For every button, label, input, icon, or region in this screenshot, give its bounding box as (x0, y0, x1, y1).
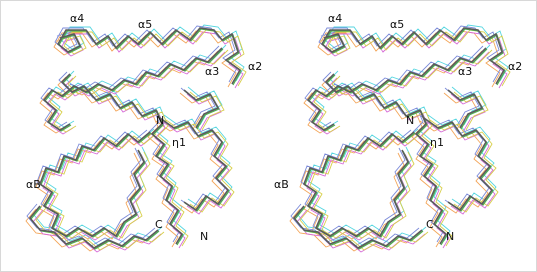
label-eta1-right: η1 (430, 136, 444, 149)
label-alpha2-right: α2 (508, 60, 523, 73)
label-alphaB-left: αB (26, 178, 41, 191)
label-eta1-left: η1 (172, 136, 186, 149)
label-n-bottom-left: N (200, 230, 209, 243)
label-n-top-right: N (406, 114, 415, 127)
right-panel (274, 12, 522, 252)
label-alpha4-left: α4 (70, 12, 85, 25)
label-alpha3-left: α3 (205, 65, 220, 78)
label-alpha5-left: α5 (138, 18, 153, 31)
label-alpha4-right: α4 (328, 12, 343, 25)
label-alpha5-right: α5 (390, 18, 405, 31)
label-alpha2-left: α2 (248, 60, 263, 73)
label-n-bottom-right: N (446, 230, 455, 243)
label-c-term-right: C (426, 218, 434, 231)
label-c-term-left: C (155, 218, 163, 231)
label-alpha3-right: α3 (458, 65, 473, 78)
left-panel (26, 12, 262, 252)
label-alphaB-right: αB (274, 178, 289, 191)
label-n-top-left: N (156, 114, 165, 127)
